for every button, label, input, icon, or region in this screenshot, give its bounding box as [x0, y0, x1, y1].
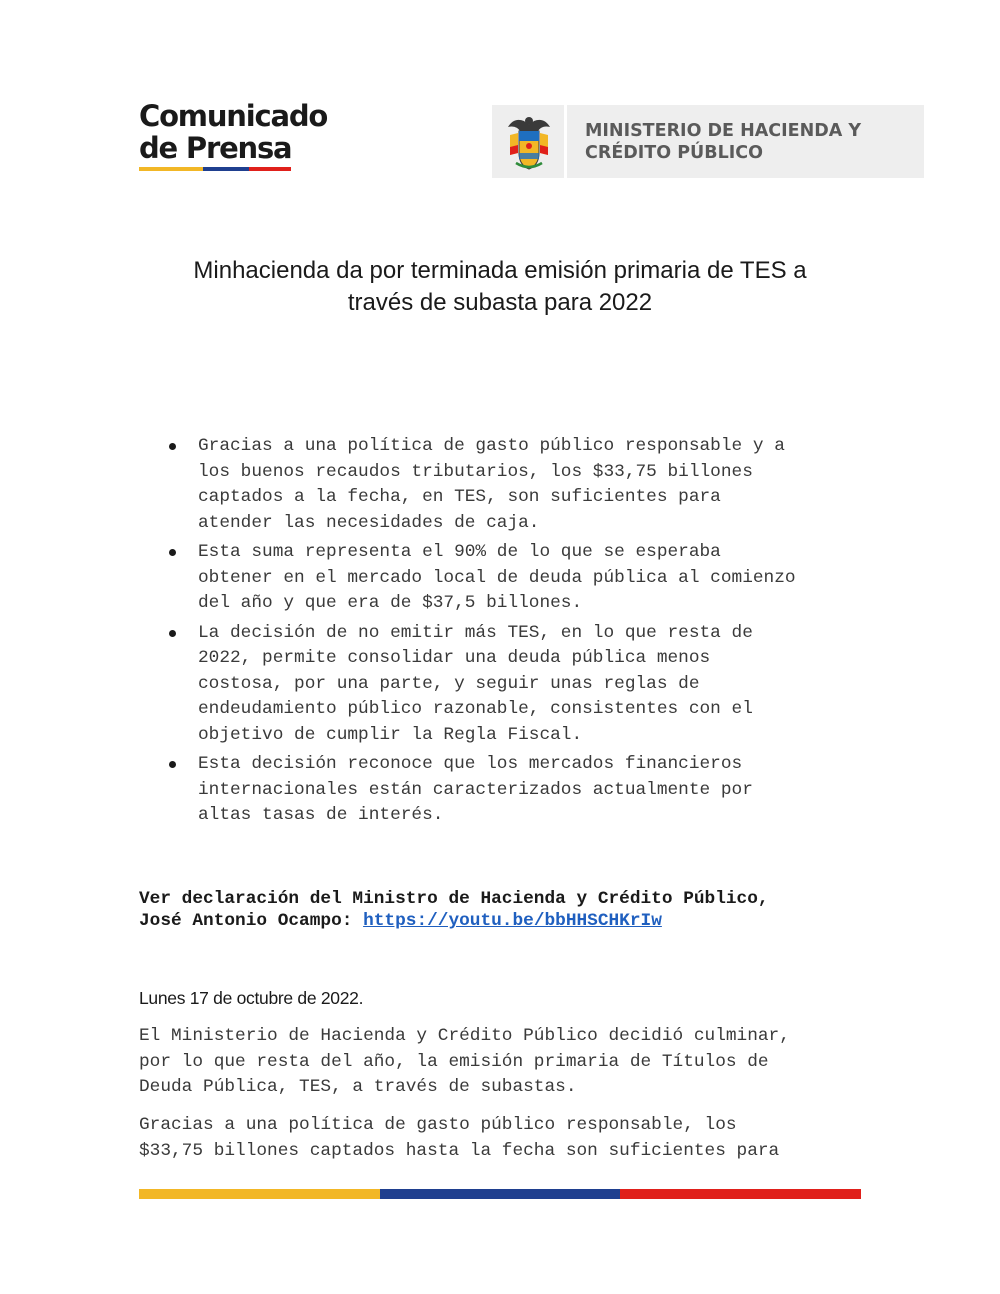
bullet-text-line: los buenos recaudos tributarios, los $33,75 billones	[198, 461, 753, 482]
bullet-icon	[169, 443, 176, 450]
list-item	[166, 621, 866, 749]
ministry-name-line-2: CRÉDITO PÚBLICO	[585, 143, 763, 163]
ministry-name-line-1: MINISTERIO DE HACIENDA Y	[585, 121, 862, 141]
list-item	[166, 752, 866, 829]
colombia-coat-of-arms-icon	[504, 113, 554, 173]
list-item	[166, 434, 866, 536]
release-date: Lunes 17 de octubre de 2022.	[139, 988, 364, 1008]
body-paragraph-1	[139, 1024, 869, 1101]
paragraph-line: $33,75 billones captados hasta la fecha son suficientes para	[139, 1140, 780, 1161]
ministry-logo	[492, 105, 924, 178]
footer-bar-blue	[380, 1189, 621, 1199]
minister-declaration	[139, 888, 869, 932]
paragraph-line: Gracias a una política de gasto público responsable, los	[139, 1115, 737, 1135]
bullet-text-line: La decisión de no emitir más TES, en lo que resta de	[198, 622, 753, 643]
declaration-line-2-prefix: José Antonio Ocampo:	[139, 911, 364, 931]
bullet-text-line: obtener en el mercado local de deuda pública al comienzo	[198, 567, 796, 588]
paragraph-line: El Ministerio de Hacienda y Crédito Público decidió culminar,	[139, 1026, 790, 1046]
brand-bar-blue	[203, 167, 249, 171]
footer-flag-bar	[139, 1189, 861, 1199]
bullet-text-line: Esta decisión reconoce que los mercados financieros	[198, 754, 743, 774]
brand-flag-bar	[139, 167, 291, 171]
bullet-text-line: objetivo de cumplir la Regla Fiscal.	[198, 724, 583, 745]
bullet-icon	[169, 761, 176, 768]
bullet-text-line: costosa, por una parte, y seguir unas reglas de	[198, 673, 700, 694]
bullet-text-line: internacionales están caracterizados actualmente por	[198, 779, 753, 800]
bullet-text-line: captados a la fecha, en TES, son suficientes para	[198, 487, 721, 507]
list-item	[166, 540, 866, 617]
declaration-line-2	[139, 910, 869, 932]
bullet-icon	[169, 549, 176, 556]
bullet-text-line: atender las necesidades de caja.	[198, 512, 540, 533]
title-line-2: través de subasta para 2022	[347, 289, 653, 316]
comunicado-de-prensa-logo	[139, 100, 349, 171]
footer-bar-yellow	[139, 1189, 380, 1199]
bullet-text-line: Gracias a una política de gasto público responsable y a	[198, 436, 785, 456]
bullet-text-line: 2022, permite consolidar una deuda pública menos	[198, 648, 711, 668]
declaration-line-1: Ver declaración del Ministro de Hacienda y Crédito Público,	[139, 889, 769, 909]
bullet-icon	[169, 630, 176, 637]
paragraph-line: Deuda Pública, TES, a través de subastas.	[139, 1077, 577, 1097]
title-line-1: Minhacienda da por terminada emisión primaria de TES a	[193, 257, 807, 284]
youtube-link[interactable]: https://youtu.be/bbHHSCHKrIw	[363, 911, 662, 931]
bullet-text-line: Esta suma representa el 90% de lo que se esperaba	[198, 542, 721, 562]
bullet-text-line: altas tasas de interés.	[198, 805, 444, 825]
ministry-name	[585, 120, 861, 164]
page-title	[160, 255, 840, 319]
brand-line-1: Comunicado	[139, 99, 328, 133]
brand-bar-yellow	[139, 167, 203, 171]
ministry-logo-divider	[564, 105, 567, 178]
footer-bar-red	[620, 1189, 861, 1199]
body-paragraph-2	[139, 1113, 869, 1164]
brand-bar-red	[249, 167, 291, 171]
bullet-text-line: endeudamiento público razonable, consistentes con el	[198, 699, 753, 719]
key-points-list	[166, 434, 866, 833]
paragraph-line: por lo que resta del año, la emisión primaria de Títulos de	[139, 1051, 769, 1072]
bullet-text-line: del año y que era de $37,5 billones.	[198, 593, 583, 613]
brand-line-2: de Prensa	[139, 131, 292, 165]
